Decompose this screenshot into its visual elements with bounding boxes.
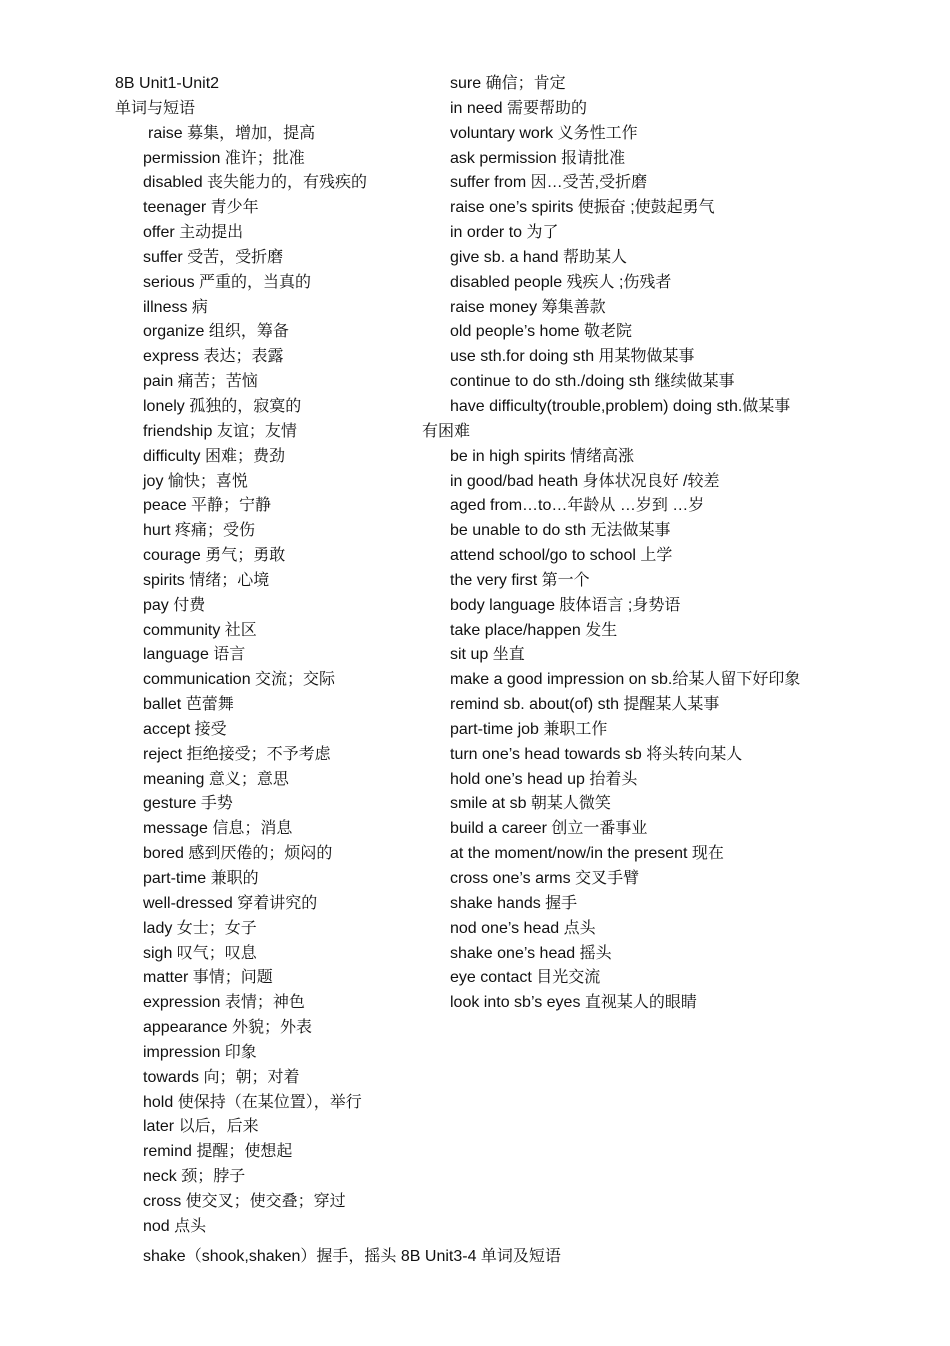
vocabulary-item: courage 勇气；勇敢 bbox=[143, 547, 286, 565]
phrase-item: raise money 筹集善款 bbox=[450, 298, 606, 316]
vocabulary-item: appearance 外貌；外表 bbox=[143, 1019, 312, 1037]
phrase-item: look into sb’s eyes 直视某人的眼睛 bbox=[450, 994, 697, 1012]
phrase-item: nod one’s head 点头 bbox=[450, 919, 596, 937]
vocabulary-item: permission 准许；批准 bbox=[143, 149, 305, 167]
unit-title: 8B Unit1-Unit2 bbox=[115, 75, 220, 92]
vocabulary-item: part-time 兼职的 bbox=[143, 870, 259, 887]
phrase-item: suffer from 因…受苦,受折磨 bbox=[450, 174, 648, 192]
vocabulary-item: lady 女士；女子 bbox=[143, 919, 257, 937]
vocabulary-item: matter 事情；问题 bbox=[143, 969, 273, 987]
phrase-item: have difficulty(trouble,problem) doing sth.做某事 bbox=[450, 397, 791, 415]
vocabulary-item: organize 组织，筹备 bbox=[143, 323, 289, 341]
phrase-item: part-time job 兼职工作 bbox=[450, 720, 608, 738]
vocabulary-item: communication 交流；交际 bbox=[143, 671, 336, 689]
phrase-list-top bbox=[450, 72, 850, 420]
vocabulary-item: sigh 叹气；叹息 bbox=[143, 944, 257, 962]
vocabulary-item: bored 感到厌倦的；烦闷的 bbox=[143, 845, 333, 863]
vocabulary-item: nod 点头 bbox=[143, 1217, 207, 1235]
vocabulary-item: offer 主动提出 bbox=[143, 224, 244, 242]
phrase-item: at the moment/now/in the present 现在 bbox=[450, 845, 724, 863]
vocabulary-item: accept 接受 bbox=[143, 720, 227, 738]
vocabulary-item: friendship 友谊；友情 bbox=[143, 422, 297, 440]
vocabulary-item: joy 愉快；喜悦 bbox=[143, 472, 248, 490]
last-vocabulary-line: shake（shook,shaken）握手，摇头 8B Unit3-4 单词及短语 bbox=[143, 1248, 561, 1265]
vocabulary-item: teenager 青少年 bbox=[143, 199, 259, 217]
phrase-item: ask permission 报请批准 bbox=[450, 149, 626, 167]
phrase-item: take place/happen 发生 bbox=[450, 621, 618, 639]
phrase-item: make a good impression on sb.给某人留下好印象 bbox=[450, 671, 801, 689]
vocabulary-list bbox=[115, 122, 420, 1240]
phrase-item: sit up 坐直 bbox=[450, 646, 525, 664]
vocabulary-item: pay 付费 bbox=[143, 596, 206, 614]
phrase-item: disabled people 残疾人 ;伤残者 bbox=[450, 273, 672, 291]
phrase-wrap-continuation: 有困难 bbox=[422, 422, 471, 440]
phrase-item: raise one’s spirits 使振奋 ;使鼓起勇气 bbox=[450, 199, 715, 217]
vocabulary-item: illness 病 bbox=[143, 298, 208, 316]
vocabulary-item: hurt 疼痛；受伤 bbox=[143, 522, 256, 540]
vocabulary-item: spirits 情绪；心境 bbox=[143, 571, 270, 589]
phrase-item: sure 确信；肯定 bbox=[450, 75, 566, 92]
section-subtitle: 单词与短语 bbox=[115, 99, 196, 117]
phrase-item: cross one’s arms 交叉手臂 bbox=[450, 870, 640, 887]
vocabulary-item: message 信息；消息 bbox=[143, 820, 293, 838]
vocabulary-item: remind 提醒；使想起 bbox=[143, 1143, 293, 1161]
vocabulary-item: cross 使交叉；使交叠；穿过 bbox=[143, 1192, 346, 1210]
phrase-item: in need 需要帮助的 bbox=[450, 99, 587, 117]
phrase-item: shake hands 握手 bbox=[450, 894, 578, 912]
vocabulary-item: pain 痛苦；苦恼 bbox=[143, 373, 258, 391]
phrase-item: smile at sb 朝某人微笑 bbox=[450, 795, 611, 813]
phrase-item: body language 肢体语言 ;身势语 bbox=[450, 596, 681, 614]
vocabulary-item: ballet 芭蕾舞 bbox=[143, 696, 234, 714]
vocabulary-item: suffer 受苦，受折磨 bbox=[143, 248, 284, 266]
phrase-item: hold one’s head up 抬着头 bbox=[450, 770, 638, 788]
phrase-item: be unable to do sth 无法做某事 bbox=[450, 522, 671, 540]
vocabulary-item: difficulty 困难；费劲 bbox=[143, 447, 285, 465]
phrase-item: in order to 为了 bbox=[450, 224, 559, 242]
vocabulary-item: meaning 意义；意思 bbox=[143, 770, 289, 788]
vocabulary-item: serious 严重的，当真的 bbox=[143, 273, 312, 291]
phrase-item: old people’s home 敬老院 bbox=[450, 323, 633, 341]
phrase-item: in good/bad heath 身体状况良好 /较差 bbox=[450, 472, 720, 490]
vocabulary-item: disabled 丧失能力的，有残疾的 bbox=[143, 174, 368, 192]
vocabulary-item: gesture 手势 bbox=[143, 795, 233, 813]
vocabulary-item: expression 表情；神色 bbox=[143, 994, 305, 1012]
vocabulary-item: community 社区 bbox=[143, 621, 257, 639]
phrase-item: give sb. a hand 帮助某人 bbox=[450, 248, 627, 266]
phrase-item: turn one’s head towards sb 将头转向某人 bbox=[450, 745, 743, 763]
phrase-item: be in high spirits 情绪高涨 bbox=[450, 447, 635, 465]
vocabulary-item: raise 募集，增加，提高 bbox=[148, 124, 316, 142]
phrase-item: continue to do sth./doing sth 继续做某事 bbox=[450, 373, 735, 391]
vocabulary-item: language 语言 bbox=[143, 646, 246, 664]
phrase-item: shake one’s head 摇头 bbox=[450, 944, 612, 962]
vocabulary-item: later 以后，后来 bbox=[143, 1118, 259, 1136]
right-column bbox=[422, 72, 850, 1016]
phrase-item: aged from…to…年龄从 …岁到 …岁 bbox=[450, 497, 705, 515]
vocabulary-item: neck 颈；脖子 bbox=[143, 1168, 246, 1186]
vocabulary-item: peace 平静；宁静 bbox=[143, 497, 272, 515]
vocabulary-item: well-dressed 穿着讲究的 bbox=[143, 894, 318, 912]
phrase-list-bottom bbox=[450, 445, 850, 1016]
phrase-item: voluntary work 义务性工作 bbox=[450, 124, 638, 142]
vocabulary-item: express 表达；表露 bbox=[143, 348, 284, 366]
vocabulary-item: towards 向；朝；对着 bbox=[143, 1068, 300, 1086]
vocabulary-item: reject 拒绝接受；不予考虑 bbox=[143, 745, 331, 763]
phrase-item: remind sb. about(of) sth 提醒某人某事 bbox=[450, 696, 720, 714]
phrase-item: eye contact 目光交流 bbox=[450, 969, 601, 987]
vocabulary-item: impression 印象 bbox=[143, 1043, 257, 1061]
phrase-item: attend school/go to school 上学 bbox=[450, 547, 673, 565]
phrase-item: use sth.for doing sth 用某物做某事 bbox=[450, 348, 695, 366]
vocabulary-item: hold 使保持（在某位置），举行 bbox=[143, 1093, 362, 1111]
vocabulary-item: lonely 孤独的，寂寞的 bbox=[143, 397, 302, 415]
phrase-item: build a career 创立一番事业 bbox=[450, 820, 648, 838]
left-column bbox=[115, 72, 420, 1240]
phrase-item: the very first 第一个 bbox=[450, 571, 590, 589]
